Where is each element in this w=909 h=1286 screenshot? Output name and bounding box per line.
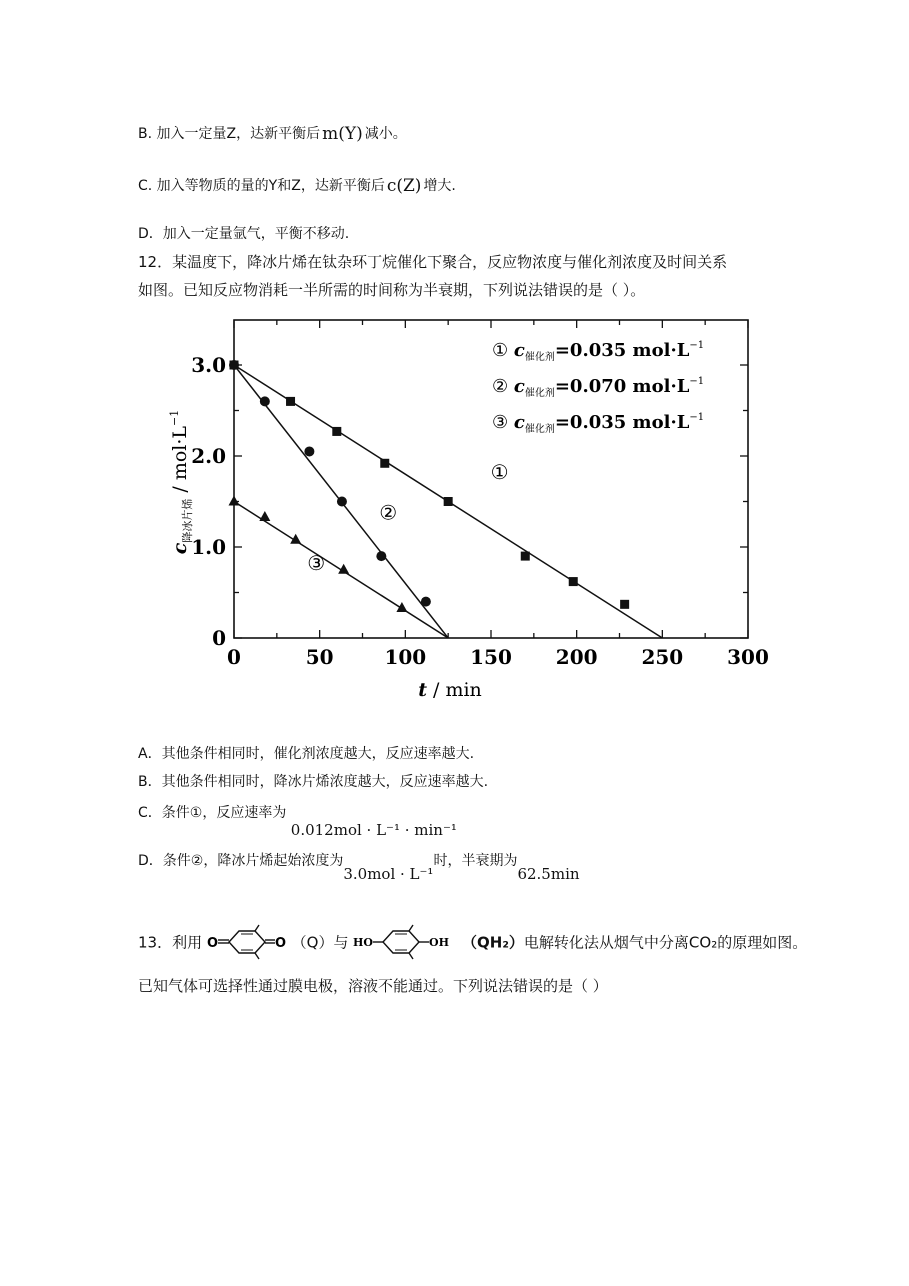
option-b-text: B. 加入一定量Z，达新平衡后 — [138, 126, 321, 142]
series-2-point — [421, 597, 431, 607]
q12-option-d-text: D．条件②，降冰片烯起始浓度为 — [138, 853, 344, 869]
q13-line1 — [138, 924, 807, 962]
q13-q-label: （Q）与 — [291, 933, 349, 952]
q13-suffix: 电解转化法从烟气中分离CO₂的原理如图。 — [523, 933, 808, 952]
option-c-tail: 增大. — [423, 178, 456, 194]
line-label: ③ — [307, 550, 326, 575]
q12-option-c-math: 0.012mol · L⁻¹ · min⁻¹ — [290, 821, 457, 839]
option-b-math: m(Y) — [322, 124, 363, 144]
x-tick-label: 200 — [555, 645, 598, 669]
x-tick-label: 250 — [641, 645, 684, 669]
data-markers — [229, 360, 630, 612]
q12-option-d-math: 3.0mol · L⁻¹ — [343, 865, 434, 883]
series-1-point — [569, 577, 578, 586]
svg-text:HO: HO — [353, 936, 374, 949]
x-tick-label: 50 — [305, 645, 334, 669]
y-tick-label: 3.0 — [191, 353, 226, 377]
y-axis-label — [168, 410, 194, 554]
x-tick-label: 150 — [470, 645, 512, 669]
series-1-point — [521, 552, 530, 561]
y-tick-label: 0 — [212, 626, 226, 650]
x-tick-label: 0 — [227, 645, 241, 669]
y-tick-label: 1.0 — [191, 535, 226, 559]
y-tick-label: 2.0 — [191, 444, 226, 468]
series-3-point — [259, 511, 270, 521]
line-labels — [307, 460, 508, 575]
series-2-point — [260, 396, 270, 406]
option-d-q11 — [138, 224, 349, 244]
x-tick-label: 300 — [727, 645, 769, 669]
series-1-point — [332, 427, 341, 436]
svg-text:OH: OH — [429, 936, 450, 949]
series-1-point — [620, 600, 629, 609]
q12-option-d-math2: 62.5min — [517, 865, 580, 883]
series-1-point — [444, 497, 453, 506]
series-1-point — [380, 459, 389, 468]
hydroquinone-structure-icon — [353, 924, 457, 962]
concentration-time-chart — [150, 312, 790, 712]
line-label: ① — [490, 459, 509, 484]
series-3-point — [396, 602, 407, 612]
option-d-text: D．加入一定量氩气，平衡不移动. — [138, 226, 350, 242]
q12-stem-line1: 12．某温度下，降冰片烯在钛杂环丁烷催化下聚合，反应物浓度与催化剂浓度及时间关系 — [138, 253, 728, 271]
legend-2: ② $c_{催化剂}=0.070$ $mol\cdot L^{-1}$ — [492, 376, 705, 399]
option-c-q11 — [138, 176, 456, 196]
legend-3: ③ $c_{催化剂}=0.035$ $mol\cdot L^{-1}$ — [492, 412, 705, 435]
option-b-q11 — [138, 124, 407, 144]
svg-text:c降冰片烯 / mol·L−1: $c_{降冰片烯} / mol\cdot L^{-1}$ — [168, 409, 194, 555]
svg-text:O: O — [274, 936, 286, 951]
y-tick-labels — [191, 353, 226, 650]
series-2-point — [229, 360, 239, 370]
legend-1: ① $c_{催化剂}=0.035$ $mol\cdot L^{-1}$ — [492, 340, 705, 363]
option-b-tail: 减小。 — [364, 126, 407, 142]
series-2-point — [376, 551, 386, 561]
q12-option-c-text: C．条件①，反应速率为 — [138, 805, 287, 821]
q12-stem-line2: 如图。已知反应物消耗一半所需的时间称为半衰期，下列说法错误的是（ ）。 — [138, 281, 646, 299]
legend — [492, 340, 704, 435]
q13-line2: 已知气体可选择性通过膜电极，溶液不能通过。下列说法错误的是（ ） — [138, 977, 608, 995]
q12-option-d-mid: 时，半衰期为 — [433, 853, 518, 869]
x-tick-labels — [227, 645, 769, 669]
series-2-point — [337, 497, 347, 507]
svg-text:O: O — [206, 936, 218, 951]
q13-prefix: 13．利用 — [138, 933, 203, 952]
q12-option-b: B．其他条件相同时，降冰片烯浓度越大，反应速率越大. — [138, 774, 489, 790]
x-tick-label: 100 — [384, 645, 427, 669]
series-2-point — [304, 446, 314, 456]
line-label: ② — [379, 500, 398, 525]
q12-option-d — [138, 850, 580, 883]
option-c-math: c(Z) — [386, 176, 422, 196]
q12-option-a: A．其他条件相同时，催化剂浓度越大，反应速率越大. — [138, 746, 475, 762]
x-axis-label: t / min — [418, 679, 482, 701]
q12-option-c — [138, 802, 457, 839]
option-c-text: C. 加入等物质的量的Y和Z，达新平衡后 — [138, 178, 385, 194]
q13-qh2-label: （QH₂） — [462, 933, 524, 952]
quinone-structure-icon — [207, 924, 287, 962]
series-3-point — [229, 496, 240, 506]
series-1-point — [286, 397, 295, 406]
